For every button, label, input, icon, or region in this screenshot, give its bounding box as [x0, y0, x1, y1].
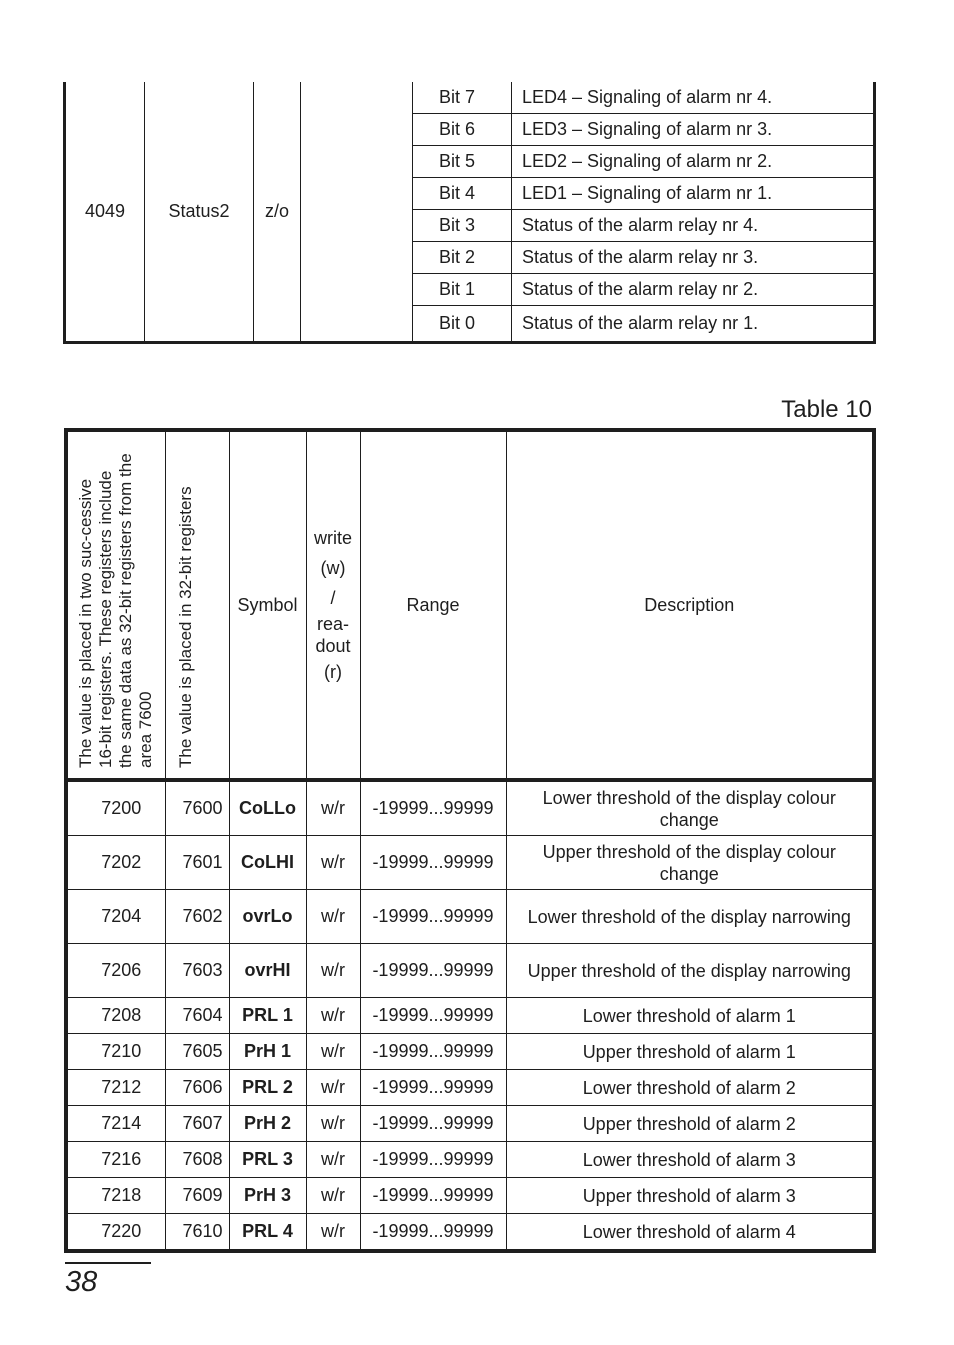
header-32bit-registers — [165, 430, 229, 780]
symbol: CoLLo — [229, 780, 306, 836]
table-row — [66, 780, 874, 836]
header-16bit-text: The value is placed in two suc-cessive 16-bit registers. These registers include the same data as 32-bit registers from the area 7600 — [76, 453, 155, 768]
register-16bit: 7214 — [66, 1106, 165, 1142]
bit-label: Bit 6 — [413, 114, 512, 146]
value-range: -19999...99999 — [360, 1142, 506, 1178]
status2-empty-cell — [301, 82, 413, 343]
table-10-header-row — [66, 430, 874, 780]
table-row — [66, 1178, 874, 1214]
register-16bit: 7202 — [66, 836, 165, 890]
register-16bit: 7220 — [66, 1214, 165, 1252]
access-mode: w/r — [306, 1178, 360, 1214]
register-16bit: 7212 — [66, 1070, 165, 1106]
access-mode: w/r — [306, 1034, 360, 1070]
register-32bit: 7610 — [165, 1214, 229, 1252]
access-mode: w/r — [306, 890, 360, 944]
row-description: Upper threshold of alarm 2 — [506, 1106, 874, 1142]
access-mode: w/r — [306, 998, 360, 1034]
register-32bit: 7604 — [165, 998, 229, 1034]
symbol: PrH 3 — [229, 1178, 306, 1214]
table-row — [66, 944, 874, 998]
header-write-readout-line: / — [330, 588, 336, 608]
bit-label: Bit 4 — [413, 178, 512, 210]
register-16bit: 7206 — [66, 944, 165, 998]
symbol: CoLHI — [229, 836, 306, 890]
row-description: Lower threshold of the display colour change — [506, 780, 874, 836]
bit-description: LED4 – Signaling of alarm nr 4. — [512, 82, 875, 114]
value-range: -19999...99999 — [360, 1106, 506, 1142]
bit-description: LED1 – Signaling of alarm nr 1. — [512, 178, 875, 210]
register-32bit: 7607 — [165, 1106, 229, 1142]
symbol: ovrHI — [229, 944, 306, 998]
register-32bit: 7605 — [165, 1034, 229, 1070]
register-16bit: 7208 — [66, 998, 165, 1034]
symbol: PrH 2 — [229, 1106, 306, 1142]
header-symbol: Symbol — [229, 430, 306, 780]
header-write-readout-line: (r) — [324, 662, 342, 682]
symbol: PRL 3 — [229, 1142, 306, 1178]
bit-label: Bit 3 — [413, 210, 512, 242]
register-16bit: 7210 — [66, 1034, 165, 1070]
header-write-readout-line: (w) — [320, 558, 346, 578]
table-row — [66, 890, 874, 944]
status2-register-table — [63, 82, 876, 344]
access-mode: w/r — [306, 836, 360, 890]
register-32bit: 7603 — [165, 944, 229, 998]
value-range: -19999...99999 — [360, 1178, 506, 1214]
status2-bit-row — [65, 82, 875, 114]
table-10-body — [66, 430, 874, 1251]
table-row — [66, 836, 874, 890]
value-range: -19999...99999 — [360, 1070, 506, 1106]
access-mode: w/r — [306, 1106, 360, 1142]
header-write-readout-line: rea- — [316, 614, 349, 634]
register-32bit: 7601 — [165, 836, 229, 890]
row-description: Lower threshold of the display narrowing — [506, 890, 874, 944]
register-16bit: 7200 — [66, 780, 165, 836]
register-32bit: 7602 — [165, 890, 229, 944]
header-16bit-registers — [66, 430, 165, 780]
register-32bit: 7609 — [165, 1178, 229, 1214]
symbol: PRL 4 — [229, 1214, 306, 1252]
header-write-readout-line: write — [313, 528, 352, 548]
row-description: Upper threshold of alarm 1 — [506, 1034, 874, 1070]
row-description: Lower threshold of alarm 3 — [506, 1142, 874, 1178]
table-row — [66, 998, 874, 1034]
header-32bit-text: The value is placed in 32-bit registers — [175, 486, 195, 768]
bit-label: Bit 2 — [413, 242, 512, 274]
access-mode: w/r — [306, 1142, 360, 1178]
row-description: Lower threshold of alarm 2 — [506, 1070, 874, 1106]
bit-description: Status of the alarm relay nr 2. — [512, 274, 875, 306]
register-32bit: 7606 — [165, 1070, 229, 1106]
table-row — [66, 1106, 874, 1142]
value-range: -19999...99999 — [360, 836, 506, 890]
bit-label: Bit 5 — [413, 146, 512, 178]
table-row — [66, 1142, 874, 1178]
bit-label: Bit 7 — [413, 82, 512, 114]
header-write-readout — [306, 430, 360, 780]
bit-label: Bit 0 — [413, 306, 512, 343]
register-16bit: 7218 — [66, 1178, 165, 1214]
status2-table-body — [65, 82, 875, 343]
row-description: Lower threshold of alarm 4 — [506, 1214, 874, 1252]
symbol: PrH 1 — [229, 1034, 306, 1070]
table-row — [66, 1070, 874, 1106]
page-number: 38 — [65, 1262, 151, 1299]
bit-description: Status of the alarm relay nr 4. — [512, 210, 875, 242]
status2-name: Status2 — [145, 82, 254, 343]
register-32bit: 7600 — [165, 780, 229, 836]
access-mode: w/r — [306, 1214, 360, 1252]
value-range: -19999...99999 — [360, 1214, 506, 1252]
value-range: -19999...99999 — [360, 944, 506, 998]
row-description: Upper threshold of the display narrowing — [506, 944, 874, 998]
bit-description: LED3 – Signaling of alarm nr 3. — [512, 114, 875, 146]
row-description: Upper threshold of the display colour change — [506, 836, 874, 890]
symbol: PRL 2 — [229, 1070, 306, 1106]
register-32bit: 7608 — [165, 1142, 229, 1178]
table-10 — [64, 428, 876, 1253]
header-write-readout-line: dout — [315, 636, 351, 656]
bit-description: Status of the alarm relay nr 1. — [512, 306, 875, 343]
row-description: Lower threshold of alarm 1 — [506, 998, 874, 1034]
symbol: PRL 1 — [229, 998, 306, 1034]
register-16bit: 7216 — [66, 1142, 165, 1178]
status2-access: z/o — [254, 82, 301, 343]
header-description: Description — [506, 430, 874, 780]
table-caption: Table 10 — [781, 396, 872, 423]
access-mode: w/r — [306, 1070, 360, 1106]
value-range: -19999...99999 — [360, 1034, 506, 1070]
table-row — [66, 1214, 874, 1252]
register-16bit: 7204 — [66, 890, 165, 944]
status2-address: 4049 — [65, 82, 145, 343]
access-mode: w/r — [306, 944, 360, 998]
row-description: Upper threshold of alarm 3 — [506, 1178, 874, 1214]
value-range: -19999...99999 — [360, 780, 506, 836]
bit-description: LED2 – Signaling of alarm nr 2. — [512, 146, 875, 178]
access-mode: w/r — [306, 780, 360, 836]
value-range: -19999...99999 — [360, 998, 506, 1034]
table-row — [66, 1034, 874, 1070]
header-range: Range — [360, 430, 506, 780]
bit-description: Status of the alarm relay nr 3. — [512, 242, 875, 274]
value-range: -19999...99999 — [360, 890, 506, 944]
symbol: ovrLo — [229, 890, 306, 944]
bit-label: Bit 1 — [413, 274, 512, 306]
